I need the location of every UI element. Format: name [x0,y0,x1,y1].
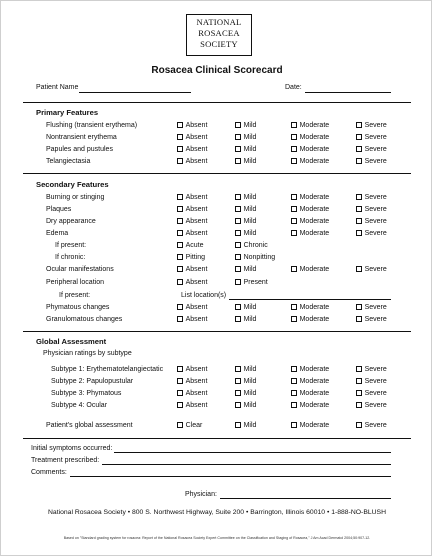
checkbox-icon [177,254,183,260]
mild-checkbox[interactable] [235,315,256,324]
option-label: Severe [364,194,387,201]
absent-checkbox[interactable] [177,303,207,312]
checkbox-icon [177,134,183,140]
option-label: Absent [185,158,208,165]
checkbox-icon [356,402,362,408]
mild-checkbox[interactable] [235,121,256,130]
moderate-checkbox[interactable] [291,217,329,226]
row-label: Peripheral location [46,279,104,286]
checkbox-icon [356,122,362,128]
option-label: Mild [243,422,257,429]
option-label: Present [243,279,268,286]
option-label: Severe [364,304,387,311]
option-label: Moderate [299,402,330,409]
option-label: Absent [185,366,208,373]
moderate-checkbox[interactable] [291,157,329,166]
acute-checkbox[interactable] [177,241,204,250]
checkbox-icon [291,366,297,372]
checkbox-icon [291,134,297,140]
absent-checkbox[interactable] [177,145,207,154]
checkbox-icon [291,206,297,212]
primary-features-heading: Primary Features [36,108,99,117]
clear-checkbox[interactable] [177,421,202,430]
treatment-prescribed-label: Treatment prescribed: [31,457,100,464]
checkbox-icon [291,402,297,408]
severe-checkbox[interactable] [356,421,387,430]
moderate-checkbox[interactable] [291,229,329,238]
mild-checkbox[interactable] [235,133,256,142]
checkbox-icon [291,390,297,396]
checkbox-icon [356,194,362,200]
row-label: Dry appearance [46,218,96,225]
checkbox-icon [356,304,362,310]
checkbox-icon [235,366,241,372]
mild-checkbox[interactable] [235,389,256,398]
absent-checkbox[interactable] [177,315,207,324]
moderate-checkbox[interactable] [291,145,329,154]
moderate-checkbox[interactable] [291,315,329,324]
option-label: Severe [364,390,387,397]
physician-signature-line[interactable] [220,498,391,499]
mild-checkbox[interactable] [235,193,256,202]
option-label: Severe [364,146,387,153]
option-label: Absent [185,122,208,129]
option-label: Absent [185,230,208,237]
checkbox-icon [356,206,362,212]
checkbox-icon [235,304,241,310]
checkbox-icon [235,230,241,236]
checkbox-icon [177,146,183,152]
absent-checkbox[interactable] [177,401,207,410]
option-label: Moderate [299,158,330,165]
absent-checkbox[interactable] [177,157,207,166]
checkbox-icon [235,266,241,272]
mild-checkbox[interactable] [235,421,256,430]
moderate-checkbox[interactable] [291,205,329,214]
absent-checkbox[interactable] [177,377,207,386]
mild-checkbox[interactable] [235,365,256,374]
logo-line-2: ROSACEA [198,28,240,38]
row-label: Edema [46,230,69,237]
checkbox-icon [356,390,362,396]
moderate-checkbox[interactable] [291,401,329,410]
option-label: Mild [243,194,257,201]
absent-checkbox[interactable] [177,217,207,226]
checkbox-icon [291,122,297,128]
option-label: Absent [185,218,208,225]
checkbox-icon [235,390,241,396]
option-label: Absent [185,390,208,397]
checkbox-icon [356,422,362,428]
severe-checkbox[interactable] [356,229,387,238]
option-label: Mild [243,134,257,141]
severe-checkbox[interactable] [356,389,387,398]
row-label: Flushing (transient erythema) [46,122,138,129]
option-label: Mild [243,218,257,225]
option-label: Severe [364,266,387,273]
checkbox-icon [177,242,183,248]
row-label: Subtype 2: Papulopustular [51,378,134,385]
logo-line-1: NATIONAL [196,17,242,27]
checkbox-icon [177,378,183,384]
option-label: Mild [243,230,257,237]
option-label: Absent [185,378,208,385]
option-label: Mild [243,122,257,129]
option-label: Severe [364,218,387,225]
checkbox-icon [291,230,297,236]
moderate-checkbox[interactable] [291,389,329,398]
checkbox-icon [235,378,241,384]
severe-checkbox[interactable] [356,315,387,324]
checkbox-icon [356,316,362,322]
location-label: List location(s) [181,292,227,299]
severe-checkbox[interactable] [356,365,387,374]
row-label: Granulomatous changes [46,316,123,323]
if-present-label: If present: [59,292,91,299]
option-label: Moderate [299,134,330,141]
option-label: Moderate [299,378,330,385]
checkbox-icon [291,422,297,428]
mild-checkbox[interactable] [235,303,256,312]
option-label: Moderate [299,230,330,237]
row-label: If chronic: [55,254,86,261]
treatment-prescribed-line[interactable] [102,464,391,465]
checkbox-icon [177,206,183,212]
footer-address: National Rosacea Society • 800 S. Northwest Highway, Suite 200 • Barrington, Illinois 60010 • 1-888-NO-BLUSH [48,509,386,516]
physician-ratings-subheading: Physician ratings by subtype [43,350,132,357]
initial-symptoms-label: Initial symptoms occurred: [31,445,113,452]
row-label: Phymatous changes [46,304,110,311]
checkbox-icon [235,279,241,285]
option-label: Absent [185,266,208,273]
checkbox-icon [235,254,241,260]
checkbox-icon [177,158,183,164]
checkbox-icon [235,146,241,152]
severe-checkbox[interactable] [356,145,387,154]
checkbox-icon [177,266,183,272]
checkbox-icon [291,146,297,152]
option-label: Mild [243,378,257,385]
moderate-checkbox[interactable] [291,133,329,142]
location-line[interactable] [229,299,391,300]
absent-checkbox[interactable] [177,133,207,142]
pitting-checkbox[interactable] [177,253,205,262]
option-label: Acute [185,242,204,249]
severe-checkbox[interactable] [356,133,387,142]
option-label: Moderate [299,366,330,373]
row-label: Burning or stinging [46,194,105,201]
citation: Based on "Standard grading system for rosacea: Report of the National Rosacea Society Expert Committee on the Classification and Staging of Rosacea," J Am Acad Dermatol 2004;50:907-12. [63,536,371,540]
divider [23,102,411,103]
option-label: Absent [185,402,208,409]
absent-checkbox[interactable] [177,121,207,130]
row-label: Telangiectasia [46,158,91,165]
checkbox-icon [235,242,241,248]
checkbox-icon [356,158,362,164]
patient-name-line[interactable] [79,92,191,93]
moderate-checkbox[interactable] [291,365,329,374]
option-label: Clear [185,422,203,429]
checkbox-icon [177,402,183,408]
severe-checkbox[interactable] [356,217,387,226]
row-label: Ocular manifestations [46,266,114,273]
page-title: Rosacea Clinical Scorecard [151,65,283,76]
option-label: Mild [243,158,257,165]
checkbox-icon [177,366,183,372]
nonpitting-checkbox[interactable] [235,253,275,262]
mild-checkbox[interactable] [235,217,256,226]
severe-checkbox[interactable] [356,193,387,202]
checkbox-icon [356,146,362,152]
moderate-checkbox[interactable] [291,377,329,386]
row-label: Plaques [46,206,72,213]
option-label: Nonpitting [243,254,276,261]
checkbox-icon [235,422,241,428]
option-label: Mild [243,402,257,409]
comments-line[interactable] [70,476,391,477]
row-label: Papules and pustules [46,146,113,153]
checkbox-icon [356,366,362,372]
option-label: Severe [364,366,387,373]
national-rosacea-society-logo [186,14,252,56]
moderate-checkbox[interactable] [291,421,329,430]
comments-label: Comments: [31,469,67,476]
option-label: Moderate [299,218,330,225]
option-label: Pitting [185,254,206,261]
option-label: Moderate [299,194,330,201]
option-label: Severe [364,158,387,165]
row-label: Nontransient erythema [46,134,117,141]
severe-checkbox[interactable] [356,205,387,214]
chronic-checkbox[interactable] [235,241,268,250]
initial-symptoms-line[interactable] [114,452,391,453]
checkbox-icon [356,266,362,272]
severe-checkbox[interactable] [356,157,387,166]
option-label: Absent [185,134,208,141]
mild-checkbox[interactable] [235,205,256,214]
checkbox-icon [177,194,183,200]
option-label: Absent [185,146,208,153]
checkbox-icon [235,134,241,140]
option-label: Moderate [299,266,330,273]
option-label: Mild [243,206,257,213]
checkbox-icon [356,230,362,236]
absent-checkbox[interactable] [177,389,207,398]
option-label: Severe [364,422,387,429]
option-label: Severe [364,378,387,385]
checkbox-icon [291,378,297,384]
option-label: Moderate [299,422,330,429]
row-label: Subtype 3: Phymatous [51,390,122,397]
divider [23,331,411,332]
checkbox-icon [177,279,183,285]
checkbox-icon [235,218,241,224]
option-label: Absent [185,206,208,213]
option-label: Absent [185,279,208,286]
absent-checkbox[interactable] [177,193,207,202]
checkbox-icon [356,378,362,384]
option-label: Absent [185,194,208,201]
option-label: Severe [364,134,387,141]
absent-checkbox[interactable] [177,365,207,374]
option-label: Moderate [299,206,330,213]
checkbox-icon [291,304,297,310]
option-label: Moderate [299,304,330,311]
option-label: Mild [243,366,257,373]
moderate-checkbox[interactable] [291,303,329,312]
mild-checkbox[interactable] [235,145,256,154]
row-label: Subtype 4: Ocular [51,402,108,409]
checkbox-icon [291,158,297,164]
severe-checkbox[interactable] [356,401,387,410]
option-label: Severe [364,230,387,237]
present-checkbox[interactable] [235,278,268,287]
option-label: Moderate [299,390,330,397]
row-label: Subtype 1: Erythematotelangiectatic [51,366,164,373]
row-label: Patient's global assessment [46,422,133,429]
checkbox-icon [235,316,241,322]
severe-checkbox[interactable] [356,265,387,274]
checkbox-icon [235,194,241,200]
option-label: Mild [243,316,257,323]
checkbox-icon [291,218,297,224]
option-label: Mild [243,146,257,153]
option-label: Moderate [299,122,330,129]
option-label: Absent [185,316,208,323]
date-label: Date: [285,84,302,91]
option-label: Severe [364,316,387,323]
absent-checkbox[interactable] [177,205,207,214]
checkbox-icon [235,206,241,212]
global-assessment-heading: Global Assessment [36,337,107,346]
checkbox-icon [291,316,297,322]
checkbox-icon [177,218,183,224]
checkbox-icon [177,230,183,236]
logo-line-3: SOCIETY [200,39,238,49]
option-label: Severe [364,122,387,129]
absent-checkbox[interactable] [177,229,207,238]
option-label: Chronic [243,242,268,249]
severe-checkbox[interactable] [356,377,387,386]
option-label: Severe [364,402,387,409]
checkbox-icon [177,390,183,396]
secondary-features-heading: Secondary Features [36,180,109,189]
moderate-checkbox[interactable] [291,193,329,202]
checkbox-icon [356,134,362,140]
physician-label: Physician: [185,491,217,498]
mild-checkbox[interactable] [235,401,256,410]
moderate-checkbox[interactable] [291,121,329,130]
absent-checkbox[interactable] [177,278,207,287]
option-label: Mild [243,390,257,397]
row-label: If present: [55,242,87,249]
divider [23,438,411,439]
checkbox-icon [235,122,241,128]
mild-checkbox[interactable] [235,229,256,238]
checkbox-icon [235,402,241,408]
checkbox-icon [291,266,297,272]
option-label: Mild [243,304,257,311]
checkbox-icon [235,158,241,164]
option-label: Absent [185,304,208,311]
moderate-checkbox[interactable] [291,265,329,274]
checkbox-icon [177,122,183,128]
mild-checkbox[interactable] [235,377,256,386]
option-label: Moderate [299,146,330,153]
checkbox-icon [291,194,297,200]
checkbox-icon [177,316,183,322]
patient-name-label: Patient Name [36,84,79,91]
checkbox-icon [177,304,183,310]
date-line[interactable] [305,92,391,93]
severe-checkbox[interactable] [356,121,387,130]
checkbox-icon [177,422,183,428]
option-label: Severe [364,206,387,213]
mild-checkbox[interactable] [235,265,256,274]
absent-checkbox[interactable] [177,265,207,274]
severe-checkbox[interactable] [356,303,387,312]
checkbox-icon [356,218,362,224]
option-label: Moderate [299,316,330,323]
option-label: Mild [243,266,257,273]
mild-checkbox[interactable] [235,157,256,166]
divider [23,173,411,174]
